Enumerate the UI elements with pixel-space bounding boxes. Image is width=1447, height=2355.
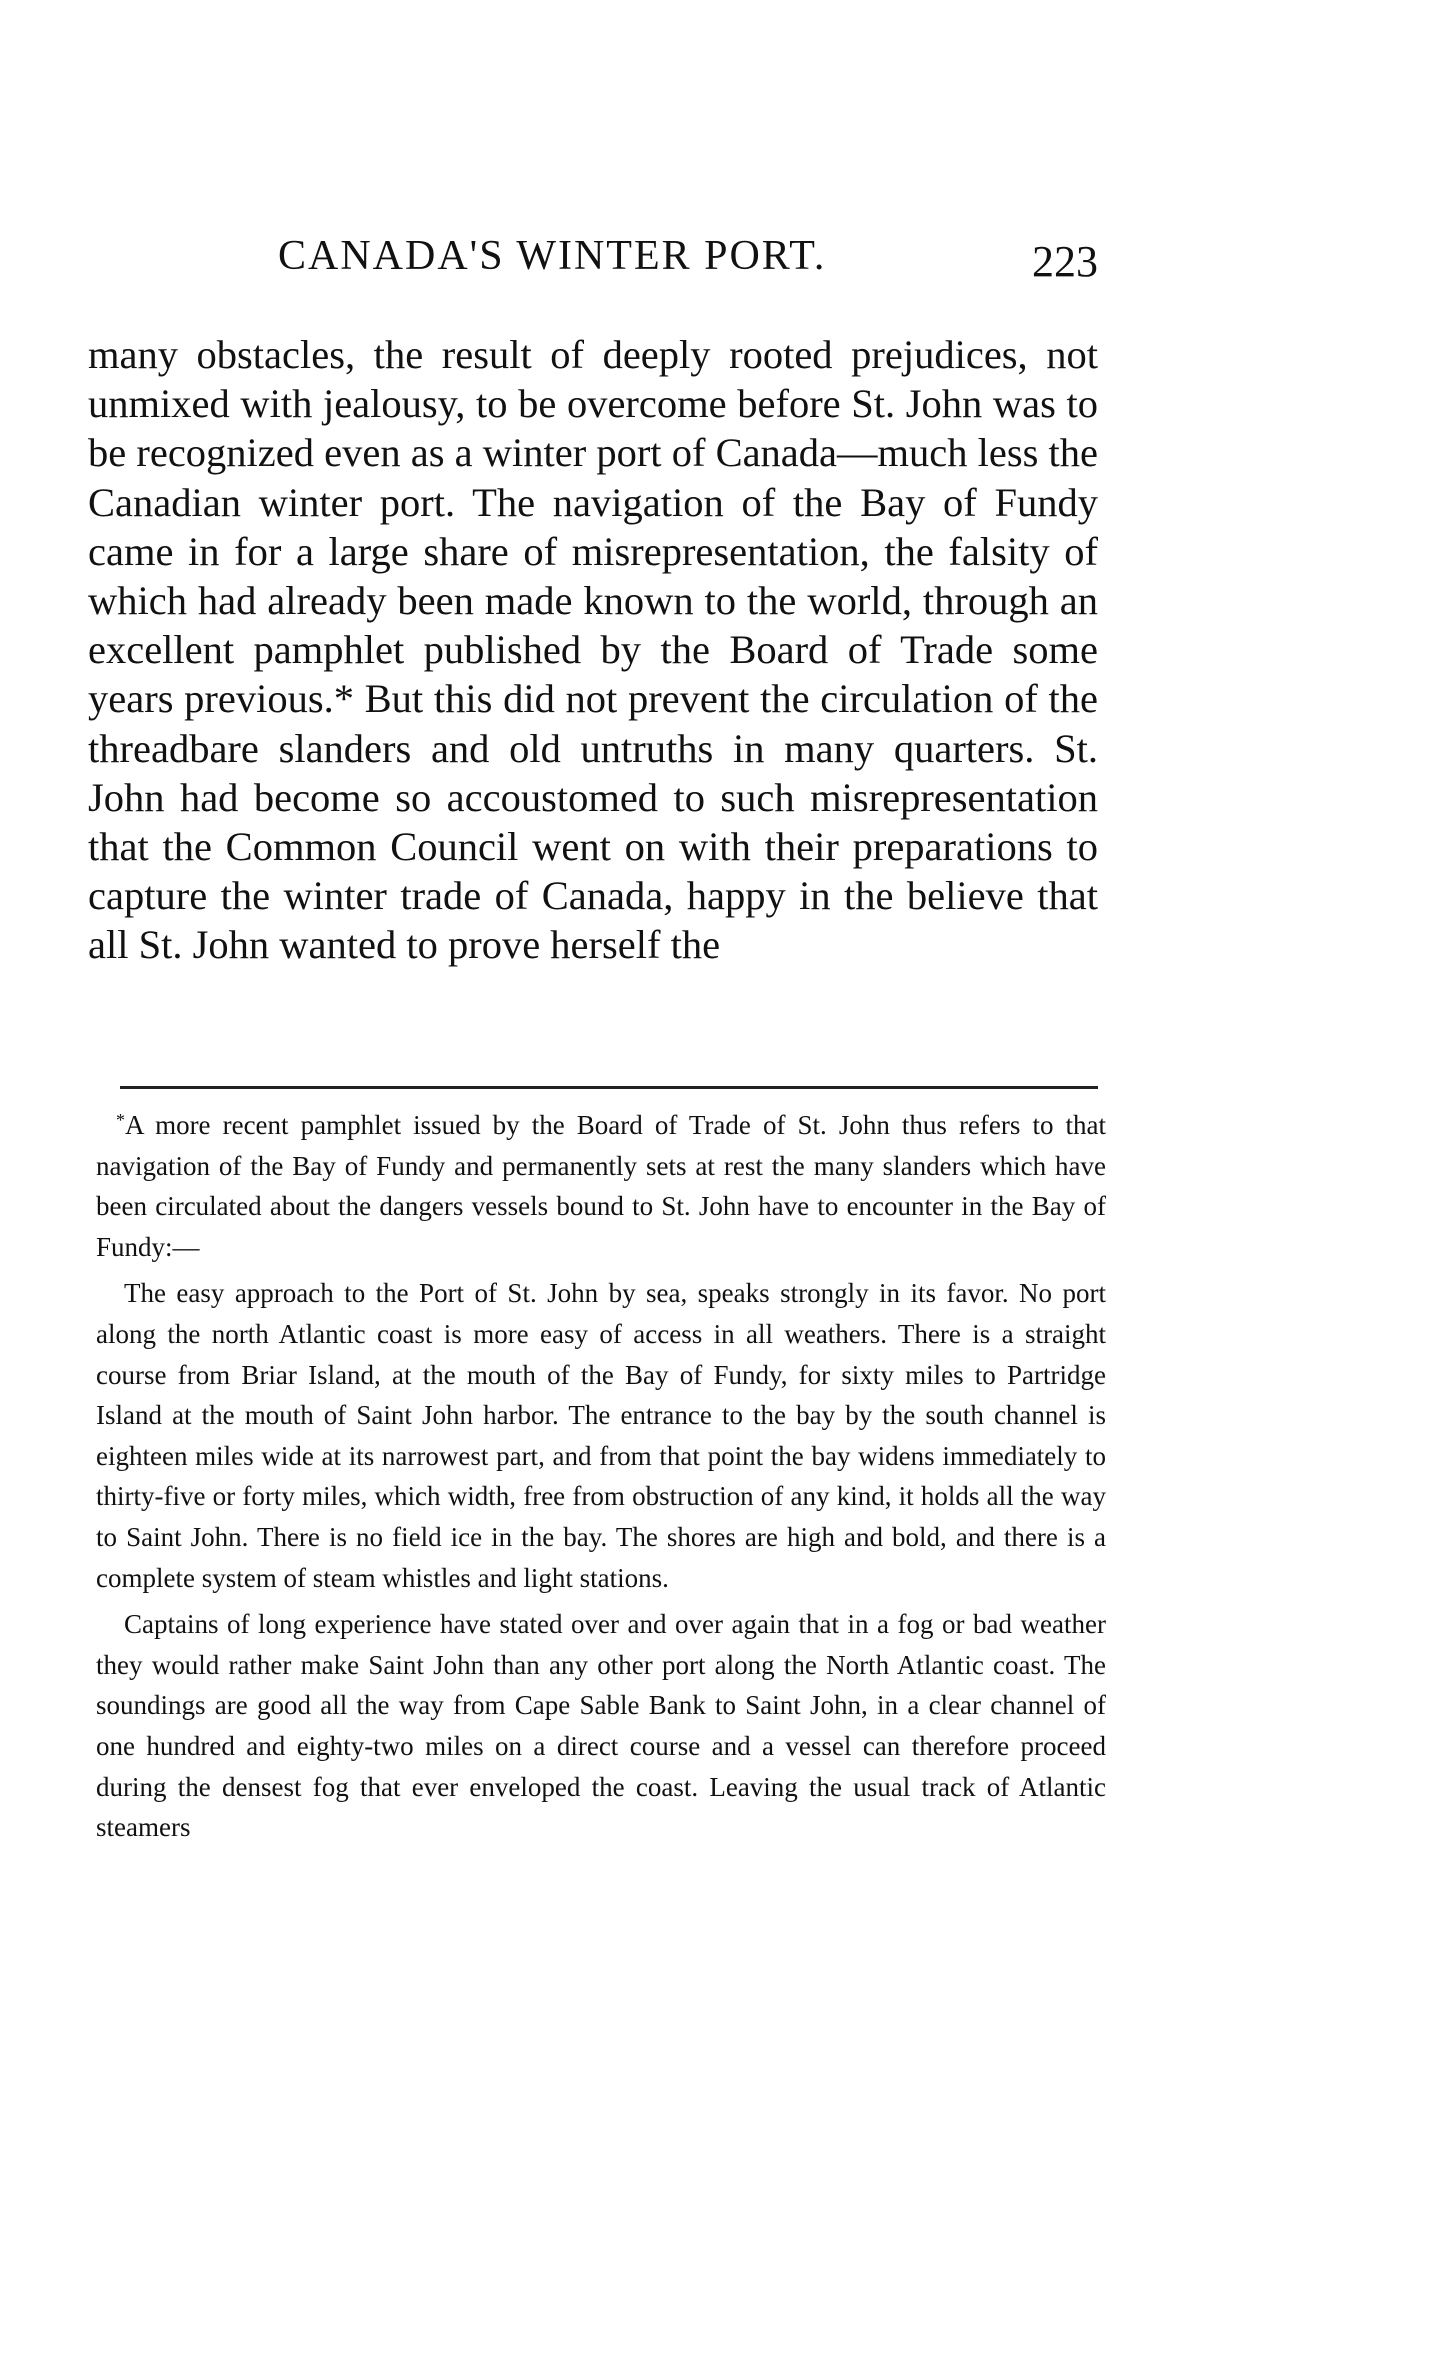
footnote: [96, 1100, 1106, 1848]
footnote-quote-2: Captains of long experience have stated over and over again that in a fog or bad weather they would rather make Saint John than any other port along the North Atlantic coast. The soundings are good all the way from Cape Sable Bank to Saint John, in a clear channel of one hundred and eighty-two miles on a direct course and a vessel can therefore proceed during the densest fog that ever enveloped the coast. Leaving the usual track of Atlantic steamers: [96, 1609, 1106, 1843]
footnote-quote-1: The easy approach to the Port of St. John by sea, speaks strongly in its favor. No port along the north Atlantic coast is more easy of access in all weathers. There is a straight course from Briar Island, at the mouth of the Bay of Fundy, for sixty miles to Partridge Island at the mouth of Saint John harbor. The entrance to the bay by the south channel is eighteen miles wide at its narrowest part, and from that point the bay widens immediately to thirty-five or forty miles, which width, free from obstruction of any kind, it holds all the way to Saint John. There is no field ice in the bay. The shores are high and bold, and there is a complete system of steam whistles and light stations.: [96, 1278, 1106, 1593]
page-number: 223: [1032, 237, 1098, 286]
body-paragraph: many obstacles, the result of deeply rooted prejudices, not unmixed with jealousy, to be overcome before St. John was to be recognized even as a winter port of Canada—much less the Canadian winter port. The navigation of the Bay of Fundy came in for a large share of misrepresentation, the falsity of which had already been made known to the world, through an excellent pamphlet published by the Board of Trade some years previous.* But this did not prevent the circulation of the threadbare slanders and old untruths in many quarters. St. John had become so accoustomed to such misrepresentation that the Common Council went on with their preparations to capture the winter trade of Canada, happy in the believe that all St. John wanted to prove herself the: [88, 332, 1098, 968]
footnote-intro: [96, 1100, 1106, 1267]
running-title: CANADA'S WINTER PORT.: [278, 233, 827, 279]
footnote-marker: *: [116, 1110, 125, 1130]
running-head: [88, 232, 1098, 292]
footnote-intro-text: A more recent pamphlet issued by the Board of Trade of St. John thus refers to that navigation of the Bay of Fundy and permanently sets at rest the many slanders which have been circulated about the dangers vessels bound to St. John have to encounter in the Bay of Fundy:—: [96, 1110, 1106, 1262]
footnote-divider: [120, 1086, 1098, 1089]
